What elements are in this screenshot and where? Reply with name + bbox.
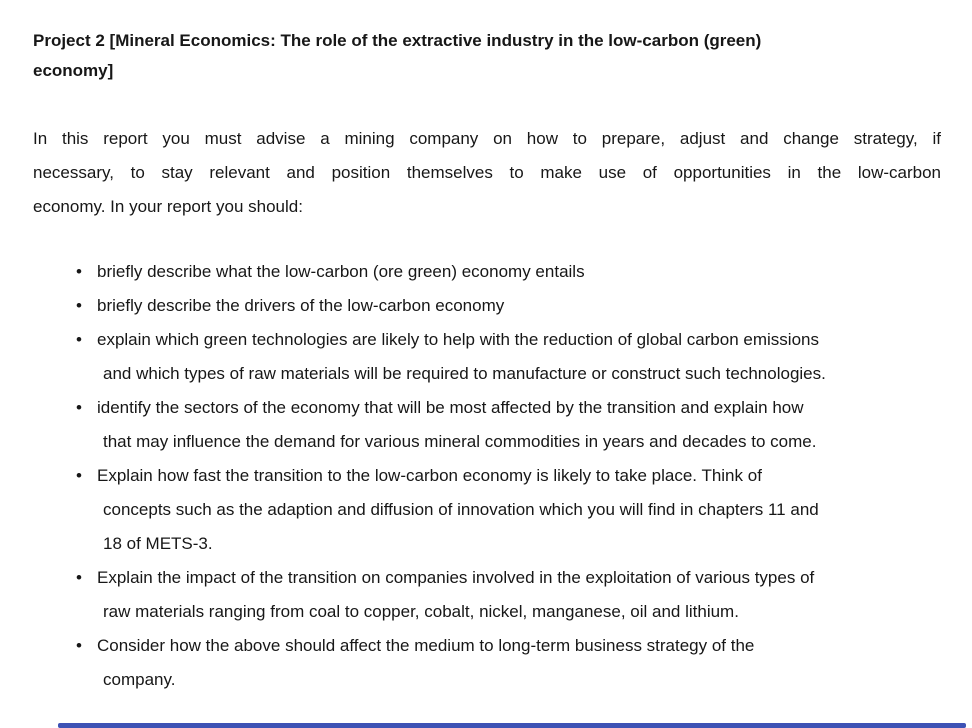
paragraph-line: economy. In your report you should: [33,197,303,216]
paragraph-line: In this report you must advise a mining company on how to prepare, adjust and change strategy, if [33,129,941,148]
requirements-list [76,255,941,697]
list-item [76,459,941,561]
list-item-text: briefly describe the drivers of the low-carbon economy [97,296,505,315]
list-item [76,629,941,697]
list-item [76,561,941,629]
list-item-text: Explain the impact of the transition on companies involved in the exploitation of various types of [97,568,815,587]
list-item-text: explain which green technologies are likely to help with the reduction of global carbon emissions [97,330,819,349]
list-item [76,323,941,391]
list-item-text: identify the sectors of the economy that will be most affected by the transition and explain how [97,398,804,417]
bullet-icon: • [76,398,82,417]
list-item-text: briefly describe what the low-carbon (ore green) economy entails [97,262,585,281]
list-item-text: and which types of raw materials will be required to manufacture or construct such technologies. [103,364,826,383]
bullet-icon: • [76,296,82,315]
intro-paragraph [33,122,941,224]
bullet-icon: • [76,636,82,655]
bullet-icon: • [76,330,82,349]
list-item [76,391,941,459]
list-item-text: that may influence the demand for various mineral commodities in years and decades to come. [103,432,817,451]
bullet-icon: • [76,262,82,281]
list-item-text: Consider how the above should affect the medium to long-term business strategy of the [97,636,755,655]
bottom-accent-bar [58,723,966,728]
document-title-line: economy] [33,61,114,80]
list-item-text: concepts such as the adaption and diffusion of innovation which you will find in chapters 11 and [103,500,819,519]
list-item [76,289,941,323]
bullet-icon: • [76,568,82,587]
list-item [76,255,941,289]
list-item-text: raw materials ranging from coal to copper, cobalt, nickel, manganese, oil and lithium. [103,602,739,621]
list-item-text: 18 of METS-3. [103,534,213,553]
document-title-line: Project 2 [Mineral Economics: The role of the extractive industry in the low-carbon (green) [33,31,762,50]
document-title [33,26,941,86]
bullet-icon: • [76,466,82,485]
list-item-text: company. [103,670,176,689]
list-item-text: Explain how fast the transition to the low-carbon economy is likely to take place. Think of [97,466,762,485]
paragraph-line: necessary, to stay relevant and position themselves to make use of opportunities in the low-carbon [33,163,941,182]
